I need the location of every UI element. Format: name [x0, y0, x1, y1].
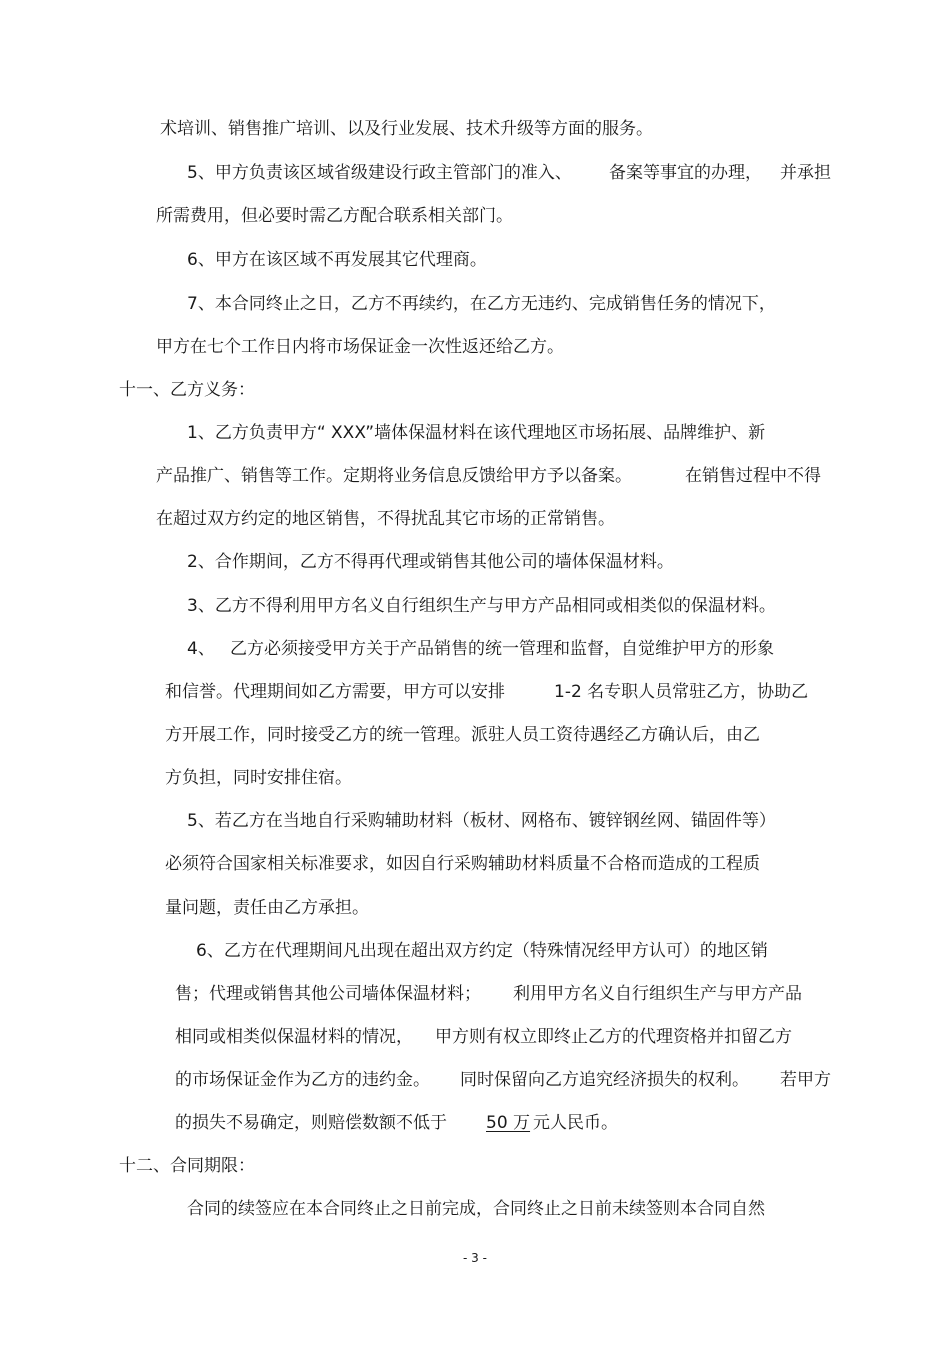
- text-line: 3、乙方不得利用甲方名义自行组织生产与甲方产品相同或相类似的保温材料。: [187, 596, 776, 616]
- text-line: 同时保留向乙方追究经济损失的权利。: [460, 1070, 749, 1090]
- section-heading: 十二、合同期限：: [119, 1156, 255, 1176]
- text-line: 产品推广、销售等工作。定期将业务信息反馈给甲方予以备案。: [156, 466, 632, 486]
- text-line: 5、甲方负责该区域省级建设行政主管部门的准入、: [187, 163, 572, 183]
- text-line: 甲方则有权立即终止乙方的代理资格并扣留乙方: [435, 1027, 792, 1047]
- text-line: 和信誉。代理期间如乙方需要，甲方可以安排: [165, 682, 505, 702]
- page-number: - 3 -: [463, 1251, 487, 1265]
- text-line: 6、乙方在代理期间凡出现在超出双方约定（特殊情况经甲方认可）的地区销: [196, 941, 768, 961]
- text-line: 甲方在七个工作日内将市场保证金一次性返还给乙方。: [156, 337, 564, 357]
- text-line: 乙方必须接受甲方关于产品销售的统一管理和监督，自觉维护甲方的形象: [230, 639, 774, 659]
- text-line: 量问题，责任由乙方承担。: [165, 898, 369, 918]
- text-line: 元人民币。: [533, 1113, 618, 1133]
- text-line: 6、甲方在该区域不再发展其它代理商。: [187, 250, 487, 270]
- text-line: 合同的续签应在本合同终止之日前完成，合同终止之日前未续签则本合同自然: [187, 1199, 765, 1219]
- text-line: 备案等事宜的办理，: [609, 163, 762, 183]
- text-line: 所需费用，但必要时需乙方配合联系相关部门。: [156, 206, 513, 226]
- text-line: 4、: [187, 639, 215, 659]
- text-line: 7、本合同终止之日，乙方不再续约，在乙方无违约、完成销售任务的情况下，: [187, 294, 776, 314]
- text-line: 的损失不易确定，则赔偿数额不低于: [175, 1113, 447, 1133]
- text-line: 的市场保证金作为乙方的违约金。: [175, 1070, 430, 1090]
- text-line: 必须符合国家相关标准要求，如因自行采购辅助材料质量不合格而造成的工程质: [165, 854, 760, 874]
- text-line: 方负担，同时安排住宿。: [165, 768, 352, 788]
- text-line: 利用甲方名义自行组织生产与甲方产品: [513, 984, 802, 1004]
- text-line: 2、合作期间，乙方不得再代理或销售其他公司的墙体保温材料。: [187, 552, 674, 572]
- text-line: 1-2 名专职人员常驻乙方，协助乙: [554, 682, 809, 702]
- text-line: 术培训、销售推广培训、以及行业发展、技术升级等方面的服务。: [160, 119, 653, 139]
- text-line: 若甲方: [780, 1070, 831, 1090]
- text-line: 在超过双方约定的地区销售，不得扰乱其它市场的正常销售。: [156, 509, 615, 529]
- text-line: 1、乙方负责甲方“ XXX”墙体保温材料在该代理地区市场拓展、品牌维护、新: [187, 423, 766, 443]
- text-line: 并承担: [780, 163, 831, 183]
- text-line: 售；代理或销售其他公司墙体保温材料；: [175, 984, 481, 1004]
- compensation-amount: 50 万: [486, 1113, 531, 1133]
- section-heading: 十一、乙方义务：: [119, 380, 255, 400]
- text-line: 在销售过程中不得: [685, 466, 821, 486]
- text-line: 方开展工作，同时接受乙方的统一管理。派驻人员工资待遇经乙方确认后，由乙: [165, 725, 760, 745]
- text-line: 相同或相类似保温材料的情况，: [175, 1027, 413, 1047]
- text-line: 5、若乙方在当地自行采购辅助材料（板材、网格布、镀锌钢丝网、锚固件等）: [187, 811, 776, 831]
